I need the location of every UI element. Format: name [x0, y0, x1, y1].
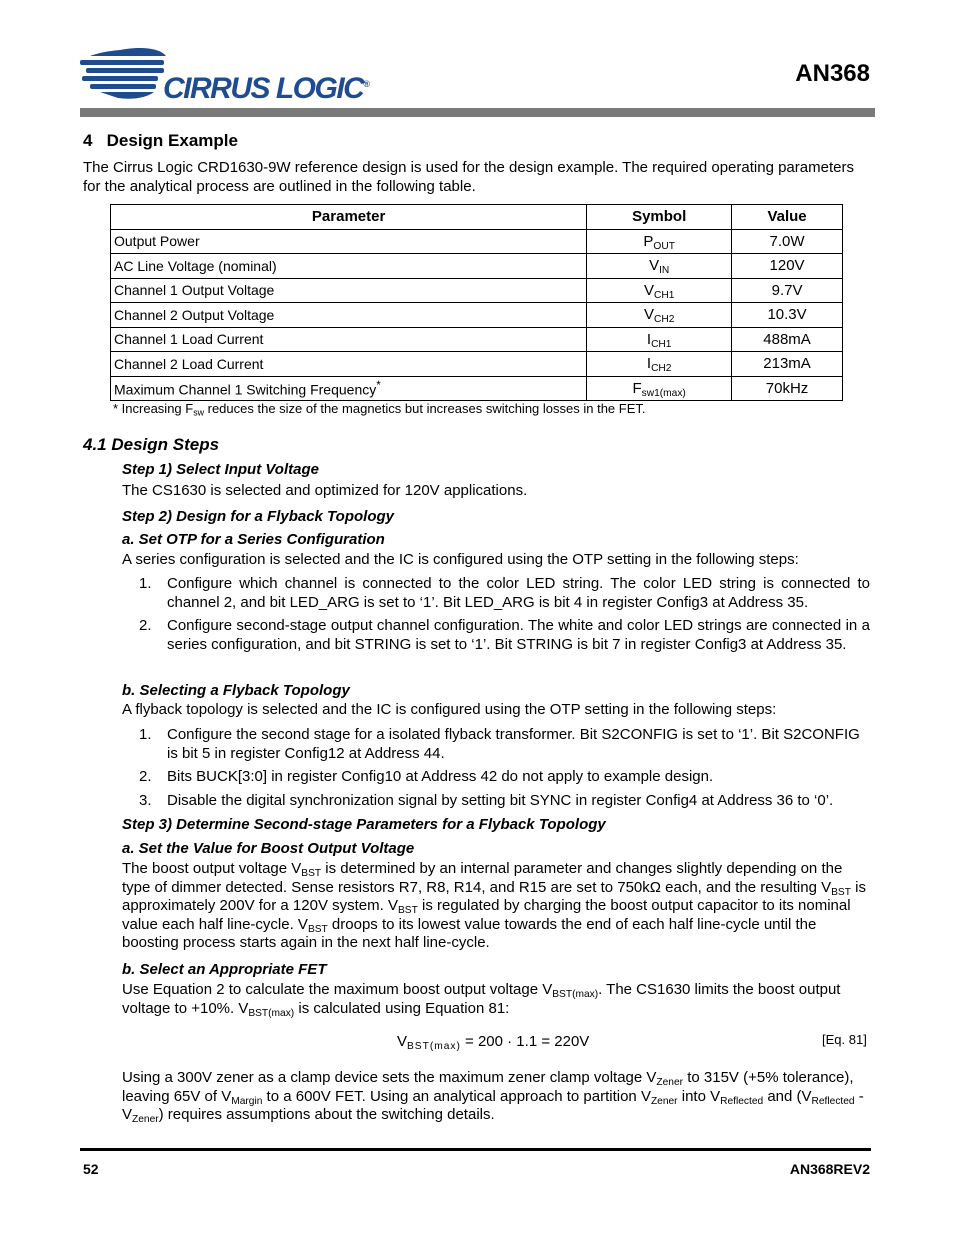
value-cell: 7.0W [732, 229, 843, 254]
parameter-table [110, 204, 843, 401]
document-revision: AN368REV2 [789, 1161, 870, 1177]
param-cell: Maximum Channel 1 Switching Frequency* [111, 376, 587, 401]
step3-heading: Step 3) Determine Second-stage Parameters for a Flyback Topology [122, 816, 606, 833]
section-heading: 4 Design Example [83, 131, 238, 150]
symbol-cell: $I_{CH1}$ [587, 327, 732, 352]
list-item: Configure the second stage for a isolated flyback transformer. Bit S2CONFIG is set to ‘1’. Bit S2CONFIG is bit 5 in register Config12 at Address 44. [167, 726, 860, 762]
equation-tag: [Eq. 81] [822, 1032, 867, 1047]
value-cell: 488mA [732, 327, 843, 352]
value-cell: 213mA [732, 352, 843, 377]
param-cell: AC Line Voltage (nominal) [111, 254, 587, 279]
table-header: Parameter [111, 205, 587, 230]
param-cell: Channel 1 Load Current [111, 327, 587, 352]
equation: $V_{BST(max)} = 200 \cdot 1.1 = 220V$ [397, 1033, 590, 1053]
list-number: 2. [139, 617, 152, 634]
table-row [111, 254, 843, 279]
table-row [111, 278, 843, 303]
symbol-cell: $I_{CH2}$ [587, 352, 732, 377]
step2a-text: A series configuration is selected and the IC is configured using the OTP setting in the following steps: [122, 551, 799, 568]
page-number: 52 [83, 1161, 99, 1177]
step2-heading: Step 2) Design for a Flyback Topology [122, 508, 394, 525]
table-row [111, 229, 843, 254]
param-cell: Output Power [111, 229, 587, 254]
list-item: Disable the digital synchronization signal by setting bit SYNC in register Config4 at Address 36 to ‘0’. [167, 792, 834, 809]
table-header-row [111, 205, 843, 230]
step1-text: The CS1630 is selected and optimized for 120V applications. [122, 482, 528, 499]
subsection-heading: 4.1 Design Steps [83, 435, 220, 454]
section-intro: The Cirrus Logic CRD1630-9W reference design is used for the design example. The required operating parameters for the analytical process are outlined in the following table. [83, 159, 854, 195]
list-item: Configure second-stage output channel configuration. The white and color LED strings are connected in a series configuration, and bit STRING is set to ‘1’. Bit STRING is bit 7 in register Config3 at Address 35. [167, 617, 870, 653]
value-cell: 120V [732, 254, 843, 279]
step2b-text: A flyback topology is selected and the IC is configured using the OTP setting in the following steps: [122, 701, 777, 718]
company-logo-wordmark: CIRRUS LOGIC® [163, 72, 370, 105]
step3b-heading: b. Select an Appropriate FET [122, 961, 327, 978]
boost-voltage-paragraph: The boost output voltage $V_{BST}$ is determined by an internal parameter and changes slightly depending on the type of dimmer detected. Sense resistors R7, R8, R14, and R15 are set to 750kΩ each, and the resulting $V_{BST}$ is approximately 200V for a 120V system. $V_{BST}$ is regulated by charging the boost output capacitor to its nominal value each half line-cycle. $V_{BST}$ droops to its lowest value towards the end of each half line-cycle until the boosting process starts again in the next half line-cycle. [122, 860, 866, 952]
list-item: Configure which channel is connected to the color LED string. The color LED string is connected to channel 2, and bit LED_ARG is set to ‘1’. Bit LED_ARG is bit 4 in register Config3 at Address 35. [167, 575, 870, 611]
table-header: Value [732, 205, 843, 230]
symbol-cell: $F_{sw1(max)}$ [587, 376, 732, 401]
symbol-cell: $P_{OUT}$ [587, 229, 732, 254]
step2b-heading: b. Selecting a Flyback Topology [122, 682, 350, 699]
footer-rule [80, 1148, 871, 1151]
list-number: 1. [139, 726, 152, 743]
param-cell: Channel 2 Output Voltage [111, 303, 587, 328]
list-item: Bits BUCK[3:0] in register Config10 at Address 42 do not apply to example design. [167, 768, 714, 785]
list-number: 1. [139, 575, 152, 592]
step1-heading: Step 1) Select Input Voltage [122, 461, 319, 478]
zener-paragraph: Using a 300V zener as a clamp device sets the maximum zener clamp voltage $V_{Zener}$ to 315V (+5% tolerance), leaving 65V of $V_{Margin}$ to a 600V FET. Using an analytical approach to partition $V_{Zener}$ into $V_{Reflected}$ and $(V_{Reflected} - V_{Zener})$ requires assumptions about the switching details. [122, 1069, 864, 1126]
list-number: 2. [139, 768, 152, 785]
symbol-cell: $V_{CH2}$ [587, 303, 732, 328]
value-cell: 9.7V [732, 278, 843, 303]
fet-paragraph: Use Equation 2 to calculate the maximum boost output voltage $V_{BST(max)}$. The CS1630 limits the boost output voltage to +10%. $V_{BST(max)}$ is calculated using Equation 81: [122, 981, 841, 1019]
value-cell: 10.3V [732, 303, 843, 328]
symbol-cell: $V_{IN}$ [587, 254, 732, 279]
table-row [111, 303, 843, 328]
param-cell: Channel 1 Output Voltage [111, 278, 587, 303]
table-footnote: * Increasing $F_{sw}$ reduces the size of the magnetics but increases switching losses in the FET. [113, 401, 646, 418]
param-cell: Channel 2 Load Current [111, 352, 587, 377]
table-row [111, 352, 843, 377]
list-number: 3. [139, 792, 152, 809]
header-rule [80, 108, 875, 117]
table-row [111, 327, 843, 352]
symbol-cell: $V_{CH1}$ [587, 278, 732, 303]
value-cell: 70kHz [732, 376, 843, 401]
step3a-heading: a. Set the Value for Boost Output Voltage [122, 840, 415, 857]
document-id: AN368 [795, 60, 870, 87]
table-header: Symbol [587, 205, 732, 230]
step2a-heading: a. Set OTP for a Series Configuration [122, 531, 385, 548]
table-row [111, 376, 843, 401]
